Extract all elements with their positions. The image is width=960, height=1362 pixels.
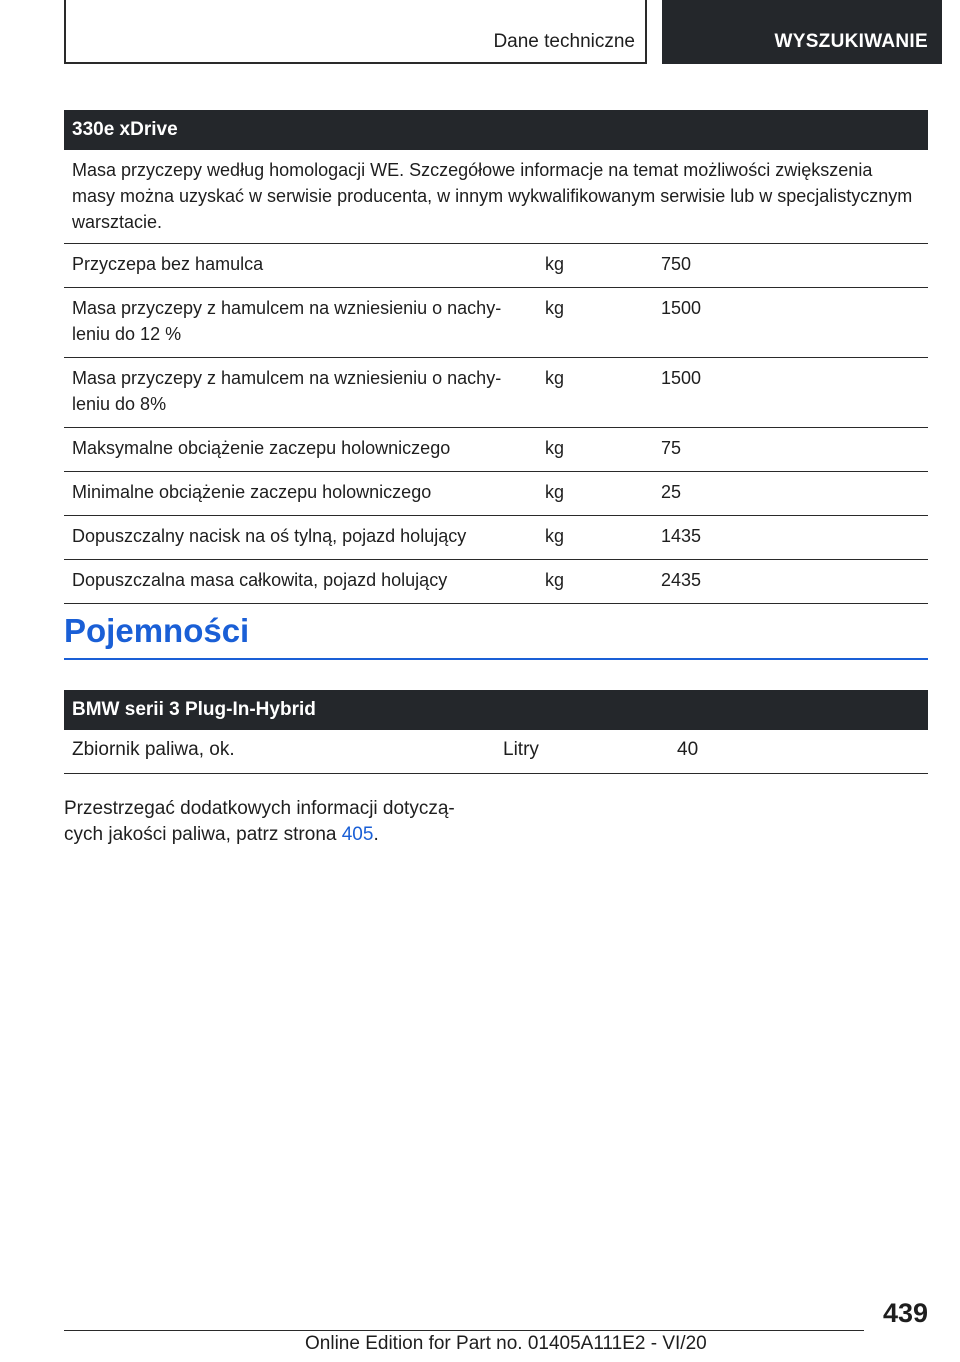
fuel-quality-note <box>64 796 484 848</box>
row-value: 2435 <box>661 570 702 590</box>
trailer-weights-table <box>64 110 928 604</box>
row-label: Zbiornik paliwa, ok. <box>72 739 235 760</box>
search-button[interactable] <box>662 0 942 64</box>
page-number: 439 <box>882 1298 928 1328</box>
row-label: Dopuszczalny nacisk na oś tylną, pojazd holujący <box>72 526 467 546</box>
row-unit: kg <box>545 254 565 274</box>
edition-footer: Online Edition for Part no. 01405A111E2 - VI/20 <box>305 1333 707 1354</box>
footer-divider <box>64 1330 864 1331</box>
table-row <box>64 560 928 604</box>
row-value: 1435 <box>661 526 702 546</box>
row-unit: kg <box>545 482 565 502</box>
row-value: 40 <box>677 739 699 760</box>
table-row <box>64 288 928 358</box>
section-tab[interactable] <box>64 0 647 64</box>
row-unit: kg <box>545 570 565 590</box>
table-title: BMW serii 3 Plug-In-Hybrid <box>64 690 928 730</box>
row-value: 75 <box>661 438 682 458</box>
table-row <box>64 244 928 288</box>
row-value: 1500 <box>661 298 702 318</box>
row-unit: kg <box>545 438 565 458</box>
row-unit: kg <box>545 368 565 388</box>
search-button-label: WYSZUKIWANIE <box>774 31 928 52</box>
row-label: Maksymalne obciążenie zaczepu holowniczego <box>72 438 451 458</box>
table-row <box>64 358 928 428</box>
table-row <box>64 428 928 472</box>
row-label: Masa przyczepy z hamulcem na wzniesieniu o nachyleniu do 8% <box>72 368 502 414</box>
table-title: 330e xDrive <box>64 110 928 150</box>
row-unit: Litry <box>503 739 539 760</box>
row-label: Przyczepa bez hamulca <box>72 254 264 274</box>
section-title: Pojemności <box>64 612 928 660</box>
section-tab-label: Dane techniczne <box>493 31 635 52</box>
row-value: 25 <box>661 482 682 502</box>
table-note: Masa przyczepy według homologacji WE. Szczegółowe informacje na temat możliwości zwiększenia masy można uzyskać w serwisie producenta, w innym wykwalifikowanym serwisie lub w specjalistycznym warsztacie. <box>64 150 928 244</box>
table-row <box>64 730 928 774</box>
page-link[interactable]: 405 <box>341 824 374 845</box>
row-value: 750 <box>661 254 692 274</box>
row-label: Minimalne obciążenie zaczepu holowniczego <box>72 482 432 502</box>
row-value: 1500 <box>661 368 702 388</box>
row-label: Dopuszczalna masa całkowita, pojazd holujący <box>72 570 448 590</box>
note-end: . <box>373 824 379 845</box>
row-unit: kg <box>545 298 565 318</box>
capacity-table <box>64 690 928 774</box>
table-row <box>64 516 928 560</box>
row-unit: kg <box>545 526 565 546</box>
note-text: Przestrzegać dodatkowych informacji dotyczących jakości paliwa, patrz strona <box>64 798 455 845</box>
row-label: Masa przyczepy z hamulcem na wzniesieniu o nachyleniu do 12 % <box>72 298 502 344</box>
table-row <box>64 472 928 516</box>
